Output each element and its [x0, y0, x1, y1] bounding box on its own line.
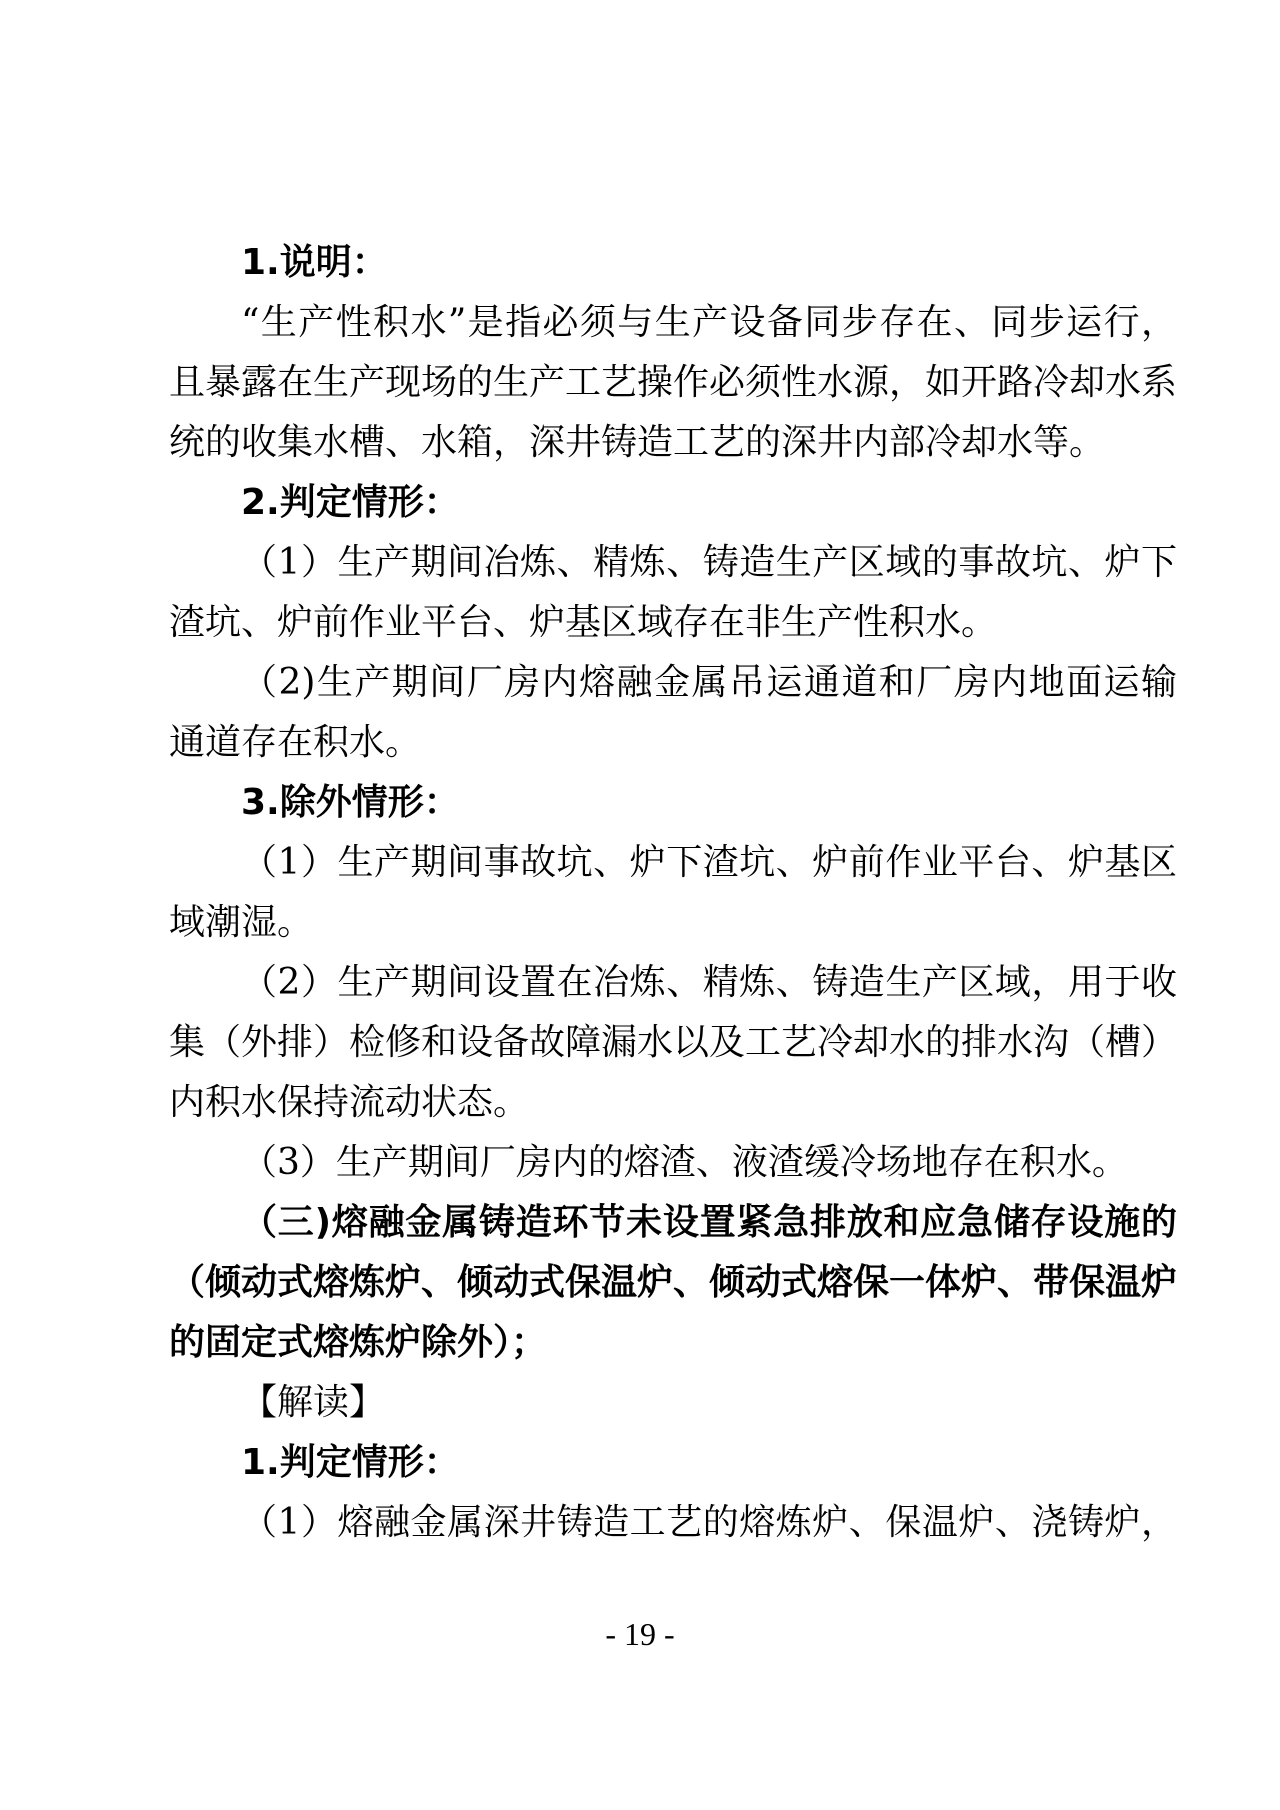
text-line: （倾动式熔炼炉、倾动式保温炉、倾动式熔保一体炉、带保温炉: [169, 1262, 1177, 1303]
text-line: 渣坑、炉前作业平台、炉基区域存在非生产性积水。: [169, 602, 998, 643]
text-line: （2)生产期间厂房内熔融金属吊运通道和厂房内地面运输: [241, 662, 1177, 703]
paragraph: [169, 233, 1177, 293]
text-line: 统的收集水槽、水箱，深井铸造工艺的深井内部冷却水等。: [169, 422, 1106, 463]
paragraph: [169, 473, 1177, 533]
text-line: 1.判定情形：: [241, 1442, 460, 1483]
text-line: 内积水保持流动状态。: [169, 1082, 530, 1123]
paragraph: [169, 1133, 1177, 1193]
document-content: [169, 233, 1177, 1553]
text-line: （三)熔融金属铸造环节未设置紧急排放和应急储存设施的: [241, 1202, 1177, 1243]
text-line: （2）生产期间设置在冶炼、精炼、铸造生产区域，用于收: [241, 962, 1177, 1003]
paragraph: [169, 293, 1177, 473]
text-line: 1.说明：: [241, 242, 388, 283]
page-number: - 19 -: [605, 1616, 675, 1652]
text-line: 通道存在积水。: [169, 722, 422, 763]
paragraph: [169, 1493, 1177, 1553]
text-line: （1）生产期间事故坑、炉下渣坑、炉前作业平台、炉基区: [241, 842, 1177, 883]
text-line: 域潮湿。: [169, 902, 314, 943]
text-line: 2.判定情形：: [241, 482, 460, 523]
text-line: （3）生产期间厂房内的熔渣、液渣缓冷场地存在积水。: [241, 1142, 1128, 1183]
paragraph: [169, 1373, 1177, 1433]
text-line: （1）生产期间冶炼、精炼、铸造生产区域的事故坑、炉下: [241, 542, 1177, 583]
paragraph: [169, 1193, 1177, 1373]
text-line: “生产性积水”是指必须与生产设备同步存在、同步运行，: [241, 302, 1177, 343]
paragraph: [169, 953, 1177, 1133]
text-line: 【解读】: [241, 1382, 386, 1423]
paragraph: [169, 1433, 1177, 1493]
paragraph: [169, 533, 1177, 653]
paragraph: [169, 653, 1177, 773]
text-line: 的固定式熔炼炉除外）；: [169, 1322, 548, 1363]
text-line: （1）熔融金属深井铸造工艺的熔炼炉、保温炉、浇铸炉，: [241, 1502, 1177, 1543]
text-line: 集（外排）检修和设备故障漏水以及工艺冷却水的排水沟（槽）: [169, 1022, 1177, 1063]
text-line: 3.除外情形：: [241, 782, 460, 823]
text-line: 且暴露在生产现场的生产工艺操作必须性水源，如开路冷却水系: [169, 362, 1177, 403]
paragraph: [169, 833, 1177, 953]
paragraph: [169, 773, 1177, 833]
